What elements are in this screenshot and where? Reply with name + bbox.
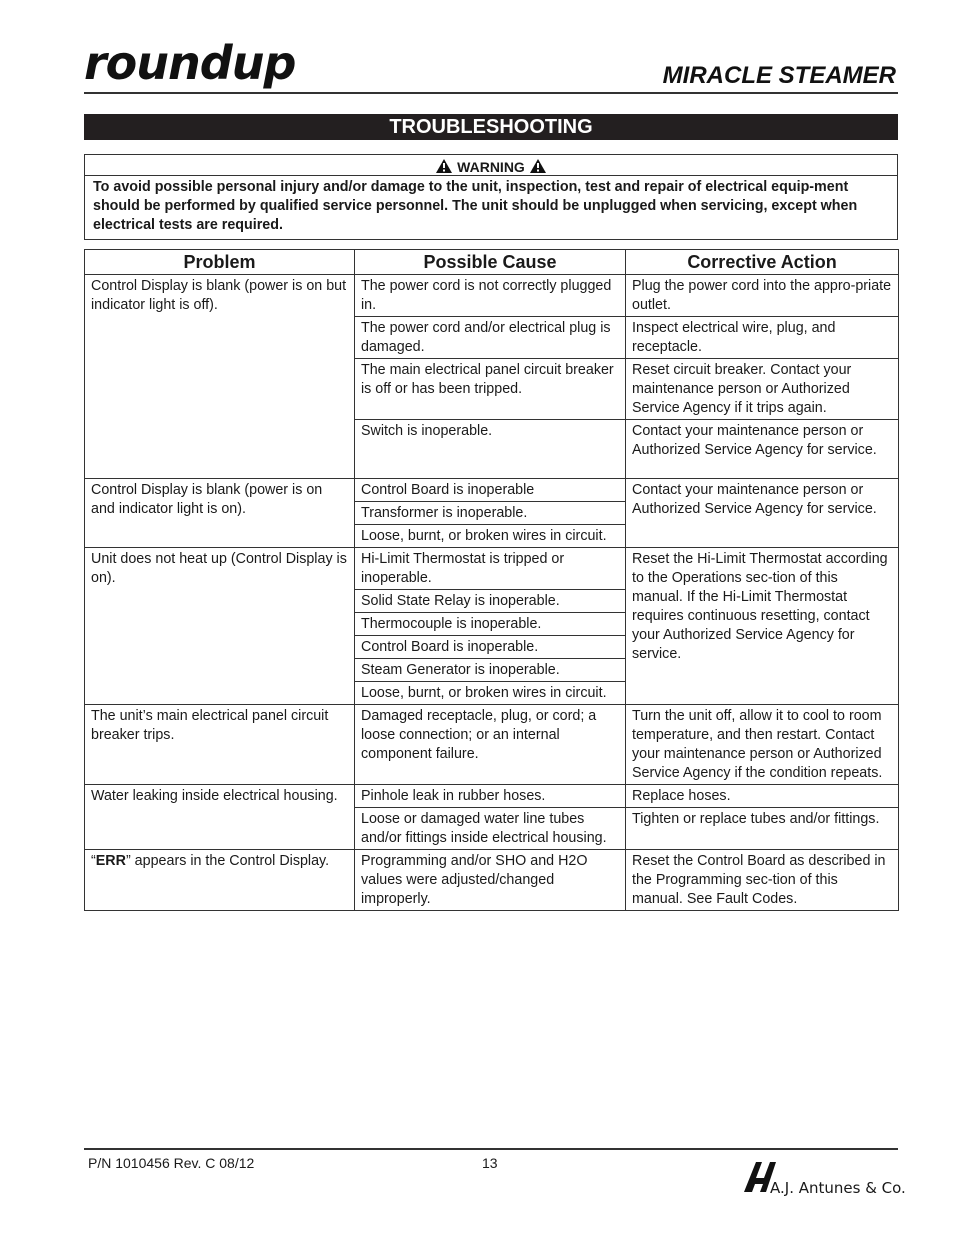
err-code: ERR — [95, 853, 126, 869]
logo-wordmark: roundup — [84, 36, 296, 90]
action-cell: Contact your maintenance person or Authorized Service Agency for service. — [626, 479, 899, 548]
cause-cell: Loose, burnt, or broken wires in circuit. — [355, 682, 626, 705]
cause-cell: The power cord is not correctly plugged in. — [355, 275, 626, 317]
action-cell: Reset circuit breaker. Contact your maintenance person or Authorized Service Agency if it trips again. — [626, 359, 899, 420]
table-row — [85, 548, 899, 590]
warning-label: WARNING — [457, 159, 525, 175]
err-open-quote: “ — [91, 853, 96, 869]
cause-cell: Loose or damaged water line tubes and/or fittings inside electrical housing. — [355, 808, 626, 850]
problem-cell: Control Display is blank (power is on and indicator light is on). — [85, 479, 355, 548]
footer-divider — [84, 1148, 898, 1150]
warning-text: To avoid possible personal injury and/or damage to the unit, inspection, test and repair of electrical equip-ment should be performed by qualified service personnel. The unit should be unplugged when servicing, except when electrical tests are required. — [93, 179, 858, 233]
cause-cell: The power cord and/or electrical plug is damaged. — [355, 317, 626, 359]
cause-cell: Switch is inoperable. — [355, 420, 626, 479]
warning-triangle-icon — [529, 158, 547, 174]
problem-cell: Water leaking inside electrical housing. — [85, 785, 355, 850]
cause-cell: Control Board is inoperable — [355, 479, 626, 502]
troubleshooting-table — [84, 249, 899, 911]
action-cell: Inspect electrical wire, plug, and receptacle. — [626, 317, 899, 359]
product-title: MIRACLE STEAMER — [662, 62, 896, 89]
action-cell: Reset the Hi-Limit Thermostat according to the Operations sec-tion of this manual. If the Hi-Limit Thermostat requires continuous resetting, contact your Authorized Service Agency for service. — [626, 548, 899, 705]
action-cell: Turn the unit off, allow it to cool to room temperature, and then restart. Contact your maintenance person or Authorized Service Agency if the condition repeats. — [626, 705, 899, 785]
action-cell: Plug the power cord into the appro-priate outlet. — [626, 275, 899, 317]
cause-cell: Solid State Relay is inoperable. — [355, 590, 626, 613]
header-corrective-action: Corrective Action — [626, 250, 899, 275]
roundup-logo — [84, 36, 316, 90]
warning-triangle-icon — [435, 158, 453, 174]
cause-cell: Control Board is inoperable. — [355, 636, 626, 659]
company-name: A.J. Antunes & Co. — [770, 1179, 906, 1197]
warning-header — [85, 155, 897, 176]
problem-cell: The unit’s main electrical panel circuit breaker trips. — [85, 705, 355, 785]
cause-cell: Loose, burnt, or broken wires in circuit. — [355, 525, 626, 548]
table-row — [85, 705, 899, 785]
table-row — [85, 275, 899, 317]
cause-cell: The main electrical panel circuit breaker is off or has been tripped. — [355, 359, 626, 420]
warning-box — [84, 154, 898, 240]
header-problem: Problem — [85, 250, 355, 275]
section-title: TROUBLESHOOTING — [84, 114, 898, 140]
cause-cell: Pinhole leak in rubber hoses. — [355, 785, 626, 808]
problem-cell: Unit does not heat up (Control Display is on). — [85, 548, 355, 705]
cause-cell: Damaged receptacle, plug, or cord; a loose connection; or an internal component failure. — [355, 705, 626, 785]
cause-cell: Transformer is inoperable. — [355, 502, 626, 525]
cause-cell: Hi-Limit Thermostat is tripped or inoperable. — [355, 548, 626, 590]
action-cell: Tighten or replace tubes and/or fittings. — [626, 808, 899, 850]
table-row — [85, 479, 899, 502]
cause-cell: Thermocouple is inoperable. — [355, 613, 626, 636]
page-number: 13 — [482, 1155, 498, 1171]
table-header-row — [85, 250, 899, 275]
problem-cell — [85, 850, 355, 911]
table-row — [85, 850, 899, 911]
action-cell: Replace hoses. — [626, 785, 899, 808]
cause-cell: Steam Generator is inoperable. — [355, 659, 626, 682]
header-possible-cause: Possible Cause — [355, 250, 626, 275]
header-divider — [84, 92, 898, 94]
action-cell: Contact your maintenance person or Authorized Service Agency for service. — [626, 420, 899, 479]
action-cell: Reset the Control Board as described in the Programming sec-tion of this manual. See Fault Codes. — [626, 850, 899, 911]
part-number: P/N 1010456 Rev. C 08/12 — [88, 1155, 255, 1171]
problem-cell: Control Display is blank (power is on but indicator light is off). — [85, 275, 355, 479]
err-problem-text: ” appears in the Control Display. — [125, 853, 330, 869]
cause-cell: Programming and/or SHO and H2O values were adjusted/changed improperly. — [355, 850, 626, 911]
table-row — [85, 785, 899, 808]
